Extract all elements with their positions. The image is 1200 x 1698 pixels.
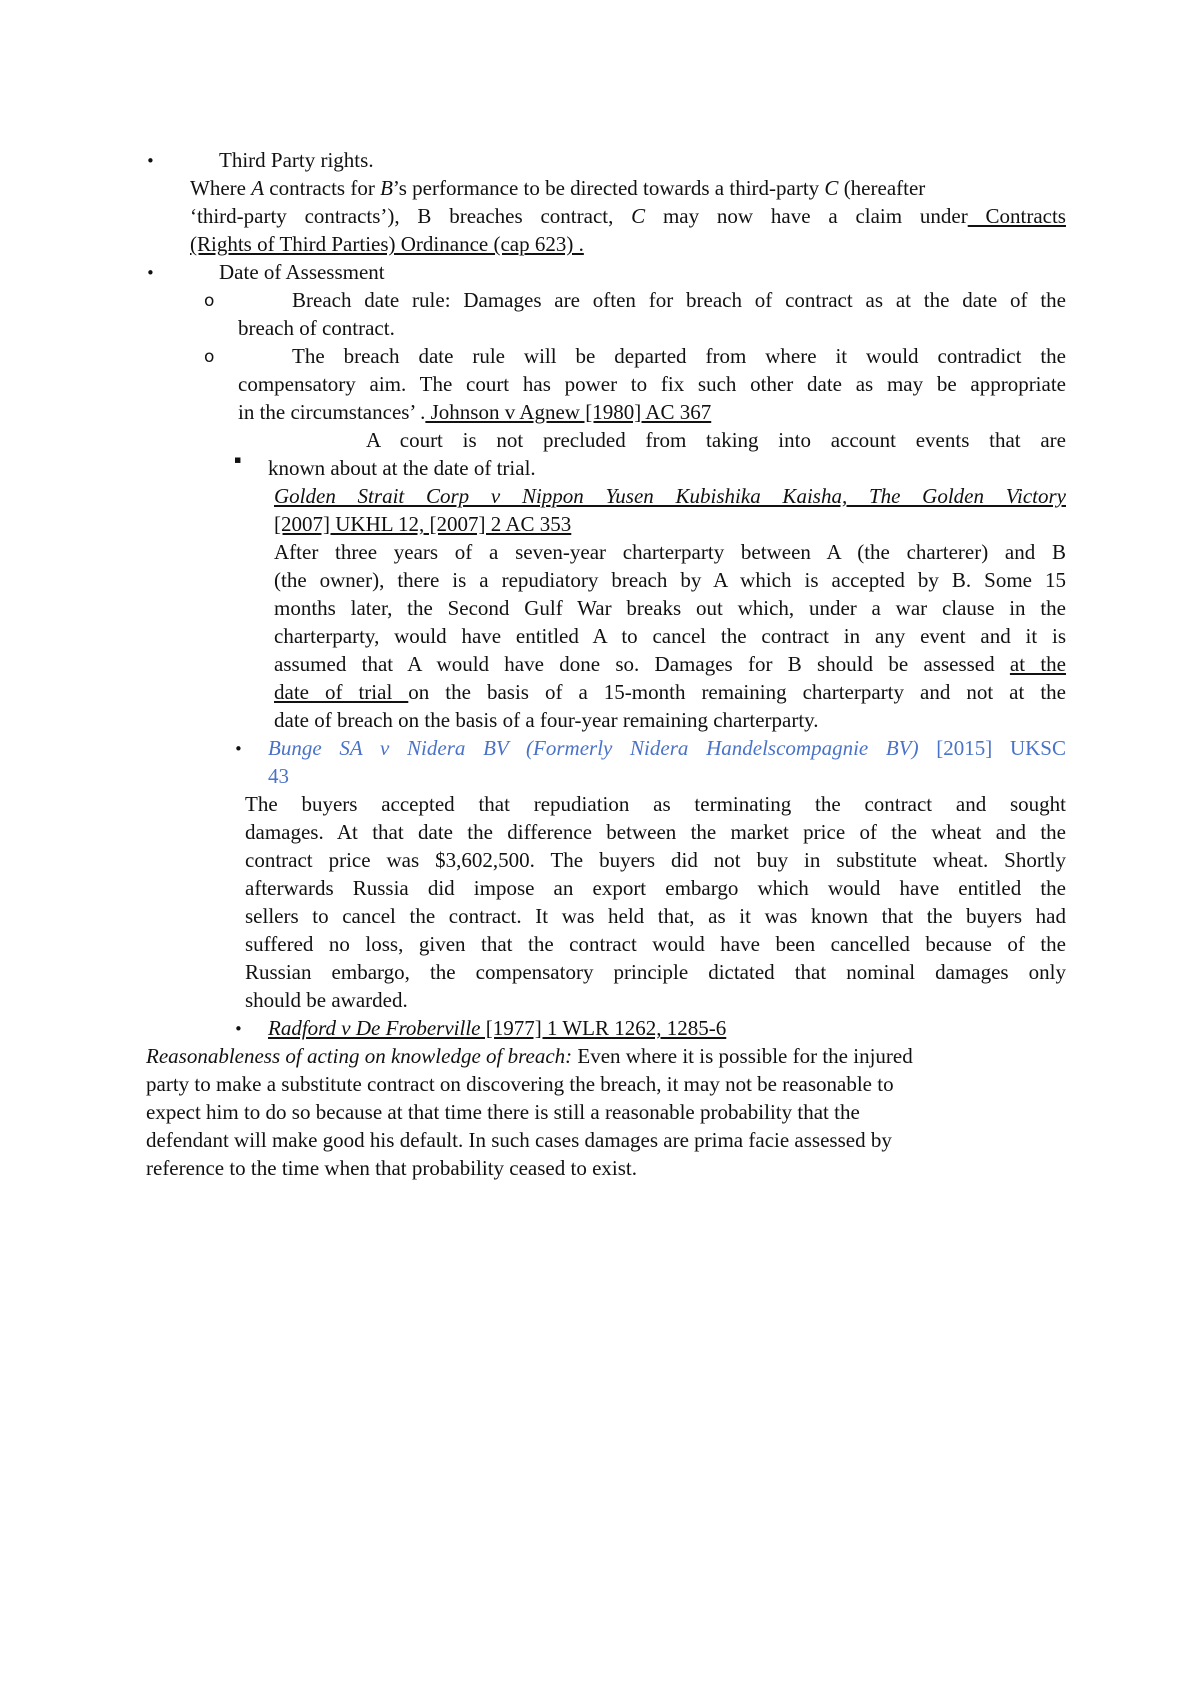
- reasonableness-line-3: expect him to do so because at that time there is still a reasonable probability that the: [146, 1100, 860, 1124]
- bunge-text-line-5: sellers to cancel the contract. It was held that, as it was known that the buyers had: [245, 904, 1066, 928]
- reasonableness-line-2: party to make a substitute contract on discovering the breach, it may not be reasonable to: [146, 1072, 894, 1096]
- golden-text-line-3: months later, the Second Gulf War breaks out which, under a war clause in the: [274, 596, 1066, 620]
- bunge-text-line-2: damages. At that date the difference between the market price of the wheat and the: [245, 820, 1066, 844]
- golden-victory-citation[interactable]: [2007] UKHL 12, [2007] 2 AC 353: [274, 512, 572, 536]
- golden-text-line-6: date of trial on the basis of a 15-month remaining charterparty and not at the: [274, 680, 1066, 704]
- sub-bullet-icon: o: [204, 347, 215, 367]
- contracts-act-link-cont[interactable]: (Rights of Third Parties) Ordinance (cap 623) .: [190, 232, 584, 256]
- reasonableness-line-1: Reasonableness of acting on knowledge of breach: Even where it is possible for the injured: [146, 1044, 913, 1068]
- third-party-para-line-2: ‘third-party contracts’), B breaches contract, C may now have a claim under Contracts: [190, 204, 1066, 228]
- departed-rule-line-2: compensatory aim. The court has power to fix such other date as may be appropriate: [238, 372, 1066, 396]
- departed-rule-line-1: The breach date rule will be departed from where it would contradict the: [292, 344, 1066, 368]
- bunge-case-link: Bunge SA v Nidera BV (Formerly Nidera Handelscompagnie BV): [268, 736, 919, 760]
- third-party-para-line-1: Where A contracts for B’s performance to be directed towards a third-party C (hereafter: [190, 176, 926, 200]
- radford-case-link: Radford v De Froberville: [268, 1016, 481, 1040]
- sub-sub-bullet-icon: ▪: [234, 453, 242, 466]
- golden-text-line-7: date of breach on the basis of a four-year remaining charterparty.: [274, 708, 819, 732]
- bullet-icon: •: [146, 264, 155, 282]
- radford-case-line[interactable]: Radford v De Froberville [1977] 1 WLR 1262, 1285-6: [268, 1016, 727, 1040]
- trial-events-line-1: A court is not precluded from taking into account events that are: [366, 428, 1066, 452]
- bunge-text-line-4: afterwards Russia did impose an export embargo which would have entitled the: [245, 876, 1066, 900]
- bunge-case-line-2[interactable]: 43: [268, 764, 289, 788]
- reasonableness-line-4: defendant will make good his default. In such cases damages are prima facie assessed by: [146, 1128, 892, 1152]
- bunge-text-line-6: suffered no loss, given that the contract would have been cancelled because of the: [245, 932, 1066, 956]
- bunge-text-line-7: Russian embargo, the compensatory principle dictated that nominal damages only: [245, 960, 1066, 984]
- golden-text-line-1: After three years of a seven-year charterparty between A (the charterer) and B: [274, 540, 1066, 564]
- bullet-icon: •: [234, 740, 243, 758]
- bunge-text-line-8: should be awarded.: [245, 988, 408, 1012]
- breach-rule-line-1: Breach date rule: Damages are often for breach of contract as at the date of the: [292, 288, 1066, 312]
- golden-text-line-5: assumed that A would have done so. Damages for B should be assessed at the: [274, 652, 1067, 676]
- bunge-text-line-1: The buyers accepted that repudiation as terminating the contract and sought: [245, 792, 1066, 816]
- golden-text-line-4: charterparty, would have entitled A to cancel the contract in any event and it is: [274, 624, 1066, 648]
- trial-events-line-2: known about at the date of trial.: [268, 456, 536, 480]
- bullet-icon: •: [234, 1020, 243, 1038]
- heading-third-party: Third Party rights.: [219, 148, 374, 172]
- golden-victory-case[interactable]: Golden Strait Corp v Nippon Yusen Kubishika Kaisha, The Golden Victory: [274, 484, 1066, 508]
- johnson-case-link[interactable]: Johnson v Agnew [1980] AC 367: [425, 400, 712, 424]
- breach-rule-line-2: breach of contract.: [238, 316, 395, 340]
- sub-bullet-icon: o: [204, 291, 215, 311]
- contracts-act-link[interactable]: Contracts: [967, 204, 1066, 228]
- bunge-case-line-1[interactable]: Bunge SA v Nidera BV (Formerly Nidera Handelscompagnie BV) [2015] UKSC: [268, 736, 1066, 760]
- reasonableness-line-5: reference to the time when that probability ceased to exist.: [146, 1156, 637, 1180]
- golden-text-line-2: (the owner), there is a repudiatory breach by A which is accepted by B. Some 15: [274, 568, 1066, 592]
- bullet-icon: •: [146, 152, 155, 170]
- bunge-text-line-3: contract price was $3,602,500. The buyers did not buy in substitute wheat. Shortly: [245, 848, 1066, 872]
- heading-date-of-assessment: Date of Assessment: [219, 260, 385, 284]
- departed-rule-line-3: in the circumstances’ . Johnson v Agnew [1980] AC 367: [238, 400, 712, 424]
